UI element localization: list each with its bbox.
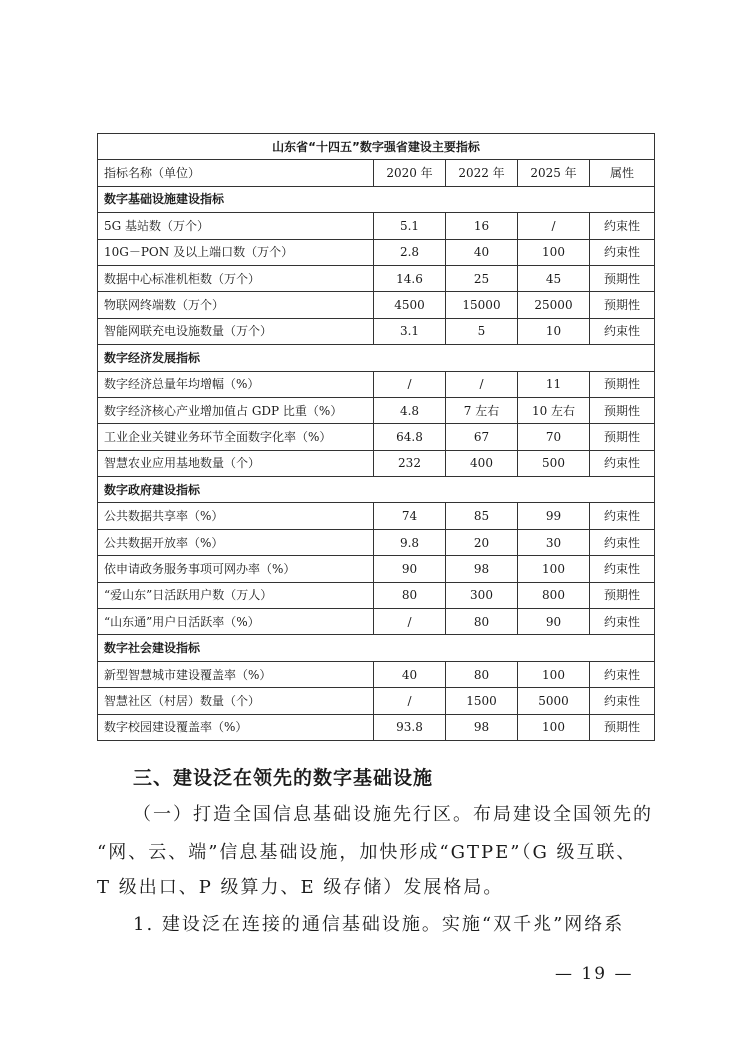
table-row xyxy=(98,424,655,450)
indicator-name: 新型智慧城市建设覆盖率（%） xyxy=(98,661,374,687)
table-row xyxy=(98,397,655,423)
indicator-attribute: 约束性 xyxy=(590,609,655,635)
value-2025: 45 xyxy=(518,265,590,291)
section-row xyxy=(98,345,655,371)
table-row xyxy=(98,450,655,476)
table-row xyxy=(98,688,655,714)
indicator-attribute: 预期性 xyxy=(590,424,655,450)
indicator-attribute: 预期性 xyxy=(590,371,655,397)
table-row xyxy=(98,239,655,265)
indicator-name: 智慧农业应用基地数量（个） xyxy=(98,450,374,476)
value-2025: 800 xyxy=(518,582,590,608)
paragraph-4: 1. 建设泛在连接的通信基础设施。实施“双千兆”网络系 xyxy=(133,914,625,935)
indicator-name: 智慧社区（村居）数量（个） xyxy=(98,688,374,714)
indicator-name: 智能网联充电设施数量（万个） xyxy=(98,318,374,344)
indicator-attribute: 预期性 xyxy=(590,397,655,423)
paragraph-3: T 级出口、P 级算力、E 级存储）发展格局。 xyxy=(97,877,504,898)
value-2022: 300 xyxy=(446,582,518,608)
value-2025: 25000 xyxy=(518,292,590,318)
table-header-row xyxy=(98,160,655,186)
indicators-table xyxy=(97,133,655,741)
value-2020: 4.8 xyxy=(374,397,446,423)
paragraph-2: “网、云、端”信息基础设施，加快形成“GTPE”（G 级互联、 xyxy=(97,842,637,863)
value-2020: / xyxy=(374,688,446,714)
header-attr: 属性 xyxy=(590,160,655,186)
indicator-attribute: 约束性 xyxy=(590,318,655,344)
table-row xyxy=(98,318,655,344)
indicator-name: 公共数据共享率（%） xyxy=(98,503,374,529)
value-2025: 100 xyxy=(518,661,590,687)
value-2025: 500 xyxy=(518,450,590,476)
indicator-attribute: 约束性 xyxy=(590,450,655,476)
value-2025: 100 xyxy=(518,239,590,265)
indicator-attribute: 约束性 xyxy=(590,556,655,582)
table-row xyxy=(98,661,655,687)
value-2025: / xyxy=(518,213,590,239)
section-title: 数字基础设施建设指标 xyxy=(98,186,655,212)
table-row xyxy=(98,292,655,318)
value-2020: 3.1 xyxy=(374,318,446,344)
value-2022: / xyxy=(446,371,518,397)
value-2022: 98 xyxy=(446,714,518,740)
indicator-attribute: 预期性 xyxy=(590,582,655,608)
indicator-attribute: 预期性 xyxy=(590,714,655,740)
value-2022: 20 xyxy=(446,529,518,555)
section-row xyxy=(98,635,655,661)
value-2020: 5.1 xyxy=(374,213,446,239)
section-row xyxy=(98,477,655,503)
table-row xyxy=(98,503,655,529)
indicator-name: “山东通”用户日活跃率（%） xyxy=(98,609,374,635)
indicator-name: 数字校园建设覆盖率（%） xyxy=(98,714,374,740)
indicator-attribute: 约束性 xyxy=(590,213,655,239)
table-row xyxy=(98,714,655,740)
value-2025: 100 xyxy=(518,714,590,740)
value-2020: 90 xyxy=(374,556,446,582)
value-2022: 16 xyxy=(446,213,518,239)
indicator-attribute: 预期性 xyxy=(590,265,655,291)
table-title: 山东省“十四五”数字强省建设主要指标 xyxy=(98,134,655,160)
value-2025: 99 xyxy=(518,503,590,529)
value-2025: 10 xyxy=(518,318,590,344)
indicator-name: “爱山东”日活跃用户数（万人） xyxy=(98,582,374,608)
indicator-name: 物联网终端数（万个） xyxy=(98,292,374,318)
header-name: 指标名称（单位） xyxy=(98,160,374,186)
value-2020: 9.8 xyxy=(374,529,446,555)
value-2022: 67 xyxy=(446,424,518,450)
value-2022: 85 xyxy=(446,503,518,529)
value-2025: 70 xyxy=(518,424,590,450)
value-2022: 5 xyxy=(446,318,518,344)
value-2020: 232 xyxy=(374,450,446,476)
table-row xyxy=(98,582,655,608)
indicator-name: 公共数据开放率（%） xyxy=(98,529,374,555)
value-2022: 80 xyxy=(446,609,518,635)
indicator-attribute: 约束性 xyxy=(590,529,655,555)
indicator-attribute: 预期性 xyxy=(590,292,655,318)
value-2022: 15000 xyxy=(446,292,518,318)
value-2025: 11 xyxy=(518,371,590,397)
indicator-name: 数据中心标准机柜数（万个） xyxy=(98,265,374,291)
table-row xyxy=(98,213,655,239)
table-row xyxy=(98,529,655,555)
value-2022: 98 xyxy=(446,556,518,582)
header-2025: 2025 年 xyxy=(518,160,590,186)
indicator-name: 数字经济总量年均增幅（%） xyxy=(98,371,374,397)
section-heading: 三、建设泛在领先的数字基础设施 xyxy=(133,767,434,789)
table-row xyxy=(98,371,655,397)
value-2020: / xyxy=(374,609,446,635)
header-2022: 2022 年 xyxy=(446,160,518,186)
indicator-name: 5G 基站数（万个） xyxy=(98,213,374,239)
table-row xyxy=(98,609,655,635)
indicator-attribute: 约束性 xyxy=(590,661,655,687)
page-number: — 19 — xyxy=(555,964,634,984)
value-2020: 74 xyxy=(374,503,446,529)
indicator-name: 数字经济核心产业增加值占 GDP 比重（%） xyxy=(98,397,374,423)
value-2022: 400 xyxy=(446,450,518,476)
indicator-attribute: 约束性 xyxy=(590,688,655,714)
indicator-name: 工业企业关键业务环节全面数字化率（%） xyxy=(98,424,374,450)
value-2020: 40 xyxy=(374,661,446,687)
section-title: 数字经济发展指标 xyxy=(98,345,655,371)
section-row xyxy=(98,186,655,212)
table-row xyxy=(98,556,655,582)
indicator-name: 依申请政务服务事项可网办率（%） xyxy=(98,556,374,582)
value-2020: 80 xyxy=(374,582,446,608)
section-title: 数字政府建设指标 xyxy=(98,477,655,503)
indicator-name: 10G－PON 及以上端口数（万个） xyxy=(98,239,374,265)
value-2020: 64.8 xyxy=(374,424,446,450)
value-2025: 30 xyxy=(518,529,590,555)
value-2020: 4500 xyxy=(374,292,446,318)
value-2022: 25 xyxy=(446,265,518,291)
value-2020: 93.8 xyxy=(374,714,446,740)
value-2020: 2.8 xyxy=(374,239,446,265)
value-2025: 10 左右 xyxy=(518,397,590,423)
value-2022: 40 xyxy=(446,239,518,265)
value-2022: 80 xyxy=(446,661,518,687)
value-2025: 5000 xyxy=(518,688,590,714)
table-row xyxy=(98,265,655,291)
header-2020: 2020 年 xyxy=(374,160,446,186)
value-2020: 14.6 xyxy=(374,265,446,291)
value-2025: 90 xyxy=(518,609,590,635)
paragraph-1: （一）打造全国信息基础设施先行区。布局建设全国领先的 xyxy=(133,804,653,825)
indicator-attribute: 约束性 xyxy=(590,503,655,529)
value-2022: 1500 xyxy=(446,688,518,714)
indicator-attribute: 约束性 xyxy=(590,239,655,265)
section-title: 数字社会建设指标 xyxy=(98,635,655,661)
value-2022: 7 左右 xyxy=(446,397,518,423)
value-2020: / xyxy=(374,371,446,397)
value-2025: 100 xyxy=(518,556,590,582)
table-title-row xyxy=(98,134,655,160)
